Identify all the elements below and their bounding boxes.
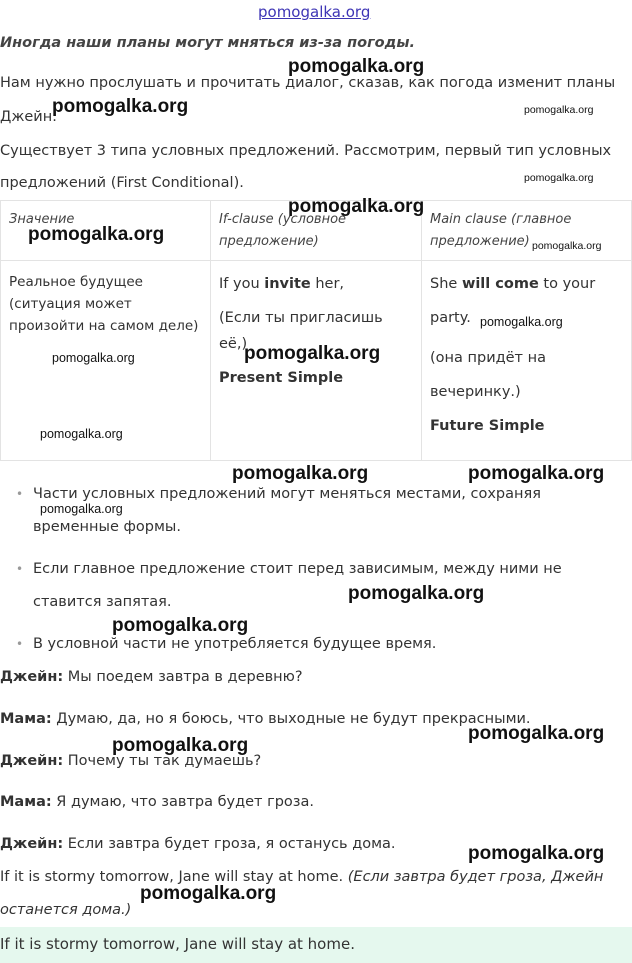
header-meaning: Значение — [1, 201, 211, 261]
bullet-item: • В условной части не употребляется будущее время. — [16, 628, 436, 661]
task-line-1: Нам нужно прослушать и прочитать диалог, сказав, как погода изменит планы — [0, 75, 616, 91]
watermark: pomogalka.org — [468, 723, 605, 744]
watermark: pomogalka.org — [140, 883, 277, 904]
watermark: pomogalka.org — [244, 343, 381, 364]
site-link[interactable]: pomogalka.org — [258, 3, 371, 21]
watermark: pomogalka.org — [40, 427, 123, 441]
dialogue-line: Джейн: Мы поедем завтра в деревню? — [0, 669, 303, 685]
watermark: pomogalka.org — [348, 583, 485, 604]
watermark: pomogalka.org — [468, 843, 605, 864]
example-line-2: останется дома.) — [0, 902, 132, 918]
dialogue-line: Джейн: Почему ты так думаешь? — [0, 753, 262, 769]
cell-meaning: Реальное будущее (ситуация может произойти на самом деле) — [1, 261, 211, 461]
info-line-2: предложений (First Conditional). — [0, 175, 244, 191]
watermark: pomogalka.org — [112, 615, 249, 636]
watermark: pomogalka.org — [52, 351, 135, 365]
info-line-1: Существует 3 типа условных предложений. Рассмотрим, первый тип условных — [0, 143, 612, 159]
watermark: pomogalka.org — [468, 463, 605, 484]
watermark: pomogalka.org — [288, 56, 425, 77]
watermark: pomogalka.org — [112, 735, 249, 756]
example-line-1: If it is stormy tomorrow, Jane will stay at home. (Если завтра будет гроза, Джейн — [0, 869, 604, 885]
task-line-2: Джейн. — [0, 109, 57, 125]
watermark: pomogalka.org — [532, 240, 602, 252]
watermark: pomogalka.org — [232, 463, 369, 484]
watermark: pomogalka.org — [40, 502, 123, 516]
intro-text: Иногда наши планы могут мняться из-за погоды. — [0, 35, 415, 51]
watermark: pomogalka.org — [524, 104, 594, 116]
watermark: pomogalka.org — [28, 224, 165, 245]
answer-box — [0, 927, 632, 963]
watermark: pomogalka.org — [480, 315, 563, 329]
header-main-clause: Main clause (главное предложение) — [422, 201, 632, 261]
watermark: pomogalka.org — [52, 96, 189, 117]
bullet-item: • Части условных предложений могут меняться местами, сохраняя временные формы. — [16, 478, 541, 544]
bullet-item: • Если главное предложение стоит перед зависимым, между ними не ставится запятая. — [16, 553, 562, 619]
dialogue-line: Джейн: Если завтра будет гроза, я останусь дома. — [0, 836, 396, 852]
cell-main-clause: She will come to your party. (она придёт на вечеринку.) Future Simple — [422, 261, 632, 461]
watermark: pomogalka.org — [288, 196, 425, 217]
dialogue-line: Мама: Я думаю, что завтра будет гроза. — [0, 794, 315, 810]
watermark: pomogalka.org — [524, 172, 594, 184]
dialogue-line: Мама: Думаю, да, но я боюсь, что выходные не будут прекрасными. — [0, 711, 531, 727]
answer-text: If it is stormy tomorrow, Jane will stay at home. — [0, 935, 355, 953]
header-if-clause: If-clause (условное предложение) — [211, 201, 422, 261]
cell-if-clause: If you invite her, (Если ты пригласишь её,) Present Simple — [211, 261, 422, 461]
